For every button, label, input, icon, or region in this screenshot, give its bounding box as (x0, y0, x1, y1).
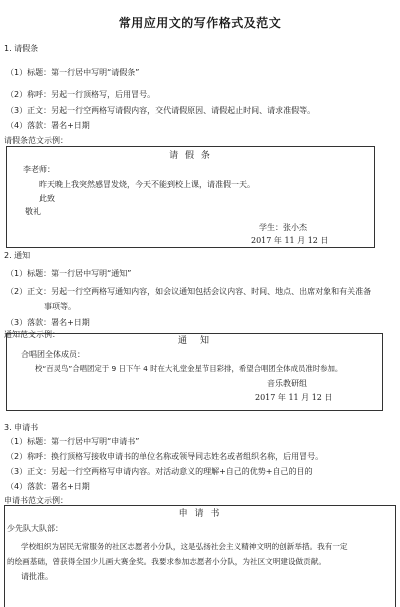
section-2-item-2-cont: 事项等。 (44, 302, 76, 311)
section-3-item-4: （4）落款：署名+日期 (6, 482, 90, 491)
leave-note-signature: 学生：张小杰 (259, 223, 307, 232)
section-1-example-label: 请假条范文示例： (4, 136, 68, 145)
leave-note-salutation: 李老师： (23, 165, 55, 174)
leave-note-body: 昨天晚上我突然感冒发烧，今天不能到校上课，请准假一天。 (39, 180, 255, 189)
section-3-example-label: 申请书范文示例： (4, 496, 68, 505)
notice-example-box (6, 333, 383, 411)
application-body-line-1: 学校组织为居民无常服务的社区志愿者小分队，这是弘扬社会主义精神文明的创新举措。我有一定 (21, 542, 348, 551)
application-closing: 请批准。 (21, 572, 53, 581)
leave-note-example-box (6, 146, 375, 248)
section-2-item-1: （1）标题：第一行居中写明“通知” (6, 269, 132, 278)
section-2-heading: 2. 通知 (4, 251, 31, 260)
application-example-box (4, 505, 396, 607)
leave-note-closing-1: 此致 (39, 194, 55, 203)
notice-body: 校“百灵鸟”合唱团定于 9 日下午 4 时在大礼堂金星节目彩排，希望合唱团全体成员准时参加。 (35, 364, 343, 373)
notice-salutation: 合唱团全体成员： (21, 350, 85, 359)
section-3-item-1: （1）标题：第一行居中写明“申请书” (6, 437, 140, 446)
leave-note-date: 2017 年 11 月 12 日 (251, 236, 329, 245)
notice-date: 2017 年 11 月 12 日 (255, 393, 333, 402)
document-title: 常用应用文的写作格式及范文 (118, 16, 282, 30)
leave-note-closing-2: 敬礼 (25, 207, 41, 216)
leave-note-title: 请 假 条 (169, 151, 212, 161)
section-1-item-4: （4）落款：署名+日期 (6, 121, 90, 130)
application-body-line-2: 的绘画基础，曾获得全国少儿画大赛金奖。我要求参加志愿者小分队，为社区文明建设做贡献。 (7, 557, 326, 566)
section-2-item-2: （2）正文：另起一行空两格写通知内容，如会议通知包括会议内容、时间、地点、出席对象和有关准备 (6, 287, 372, 296)
notice-signature: 音乐教研组 (267, 379, 307, 388)
section-1-heading: 1. 请假条 (4, 44, 39, 53)
section-3-item-3: （3）正文：另起一行空两格写申请内容。对活动意义的理解+自己的优势+自己的目的 (6, 467, 313, 476)
section-3-item-2: （2）称呼：换行顶格写接收申请书的单位名称或领导同志姓名或者组织名称，后用冒号。 (6, 452, 324, 461)
section-2-item-3: （3）落款：署名+日期 (6, 318, 90, 327)
section-1-item-3: （3）正文：另起一行空两格写请假内容，交代请假原因、请假起止时间、请求准假等。 (6, 106, 316, 115)
application-salutation: 少先队大队部： (7, 524, 63, 533)
notice-title: 通 知 (177, 336, 211, 346)
section-2-example-label: 通知范文示例： (4, 330, 60, 339)
application-title: 申 请 书 (178, 509, 222, 519)
section-3-heading: 3. 申请书 (4, 423, 39, 432)
section-1-item-1: （1）标题：第一行居中写明“请假条” (6, 68, 140, 77)
section-1-item-2: （2）称呼：另起一行顶格写，后用冒号。 (6, 90, 156, 99)
